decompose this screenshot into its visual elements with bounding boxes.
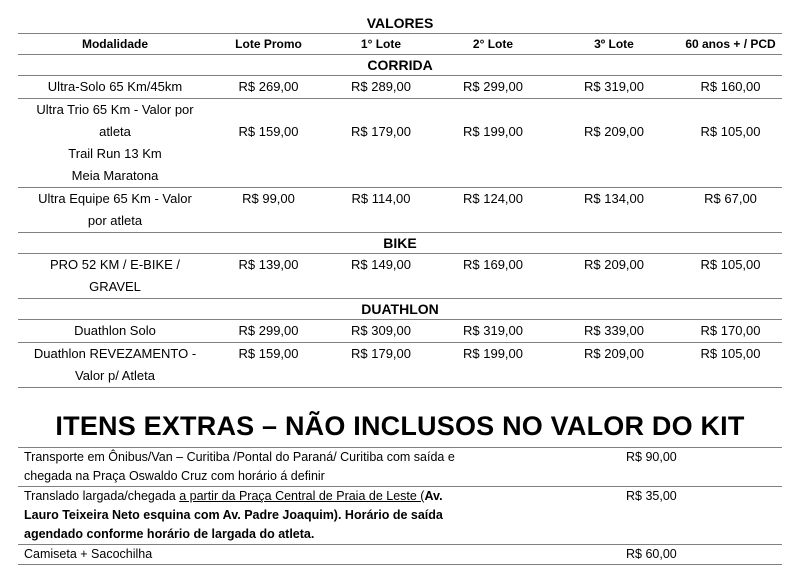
extras-description — [18, 448, 558, 487]
modalidade-line: Duathlon Solo — [74, 323, 156, 338]
extras-row — [18, 487, 782, 545]
price-cell: R$ 134,00 — [549, 188, 679, 233]
price-cell: R$ 105,00 — [679, 99, 782, 188]
extras-description — [18, 545, 558, 565]
extras-bold-line: agendado conforme horário de largada do atleta. — [24, 527, 315, 541]
price-cell: R$ 309,00 — [325, 320, 437, 343]
table-title-row — [18, 13, 782, 34]
price-cell: R$ 319,00 — [437, 320, 549, 343]
modalidade-line: Ultra Trio 65 Km - Valor por — [36, 102, 194, 117]
header-2-lote: 2° Lote — [437, 34, 549, 55]
modalidade-cell — [18, 99, 212, 188]
extras-table — [18, 447, 782, 565]
table-row — [18, 188, 782, 233]
extras-description — [18, 487, 558, 545]
price-table — [18, 13, 782, 388]
price-cell: R$ 105,00 — [679, 254, 782, 299]
modalidade-line: Meia Maratona — [71, 168, 159, 183]
price-cell: R$ 160,00 — [679, 76, 782, 99]
price-cell: R$ 179,00 — [325, 343, 437, 388]
price-cell: R$ 209,00 — [549, 254, 679, 299]
extras-line: chegada na Praça Oswaldo Cruz com horário á definir — [24, 469, 325, 483]
header-row — [18, 34, 782, 55]
modalidade-cell — [18, 320, 212, 343]
price-cell: R$ 299,00 — [212, 320, 325, 343]
extras-bold-line: Lauro Teixeira Neto esquina com Av. Padre Joaquim). Horário de saída — [24, 508, 443, 522]
price-cell: R$ 209,00 — [549, 343, 679, 388]
extras-underlined-text: a partir da Praça Central de Praia de Leste ( — [179, 489, 425, 503]
price-cell: R$ 170,00 — [679, 320, 782, 343]
price-cell: R$ 149,00 — [325, 254, 437, 299]
price-cell: R$ 209,00 — [549, 99, 679, 188]
header-3-lote: 3º Lote — [549, 34, 679, 55]
section-corrida — [18, 55, 782, 76]
price-cell: R$ 159,00 — [212, 99, 325, 188]
extras-row — [18, 448, 782, 487]
price-cell: R$ 105,00 — [679, 343, 782, 388]
modalidade-line: Valor p/ Atleta — [75, 368, 155, 383]
price-cell: R$ 179,00 — [325, 99, 437, 188]
table-row — [18, 99, 782, 188]
price-cell: R$ 124,00 — [437, 188, 549, 233]
price-cell: R$ 199,00 — [437, 99, 549, 188]
price-cell: R$ 319,00 — [549, 76, 679, 99]
modalidade-line: PRO 52 KM / E-BIKE / — [49, 257, 181, 272]
price-cell: R$ 159,00 — [212, 343, 325, 388]
table-row — [18, 320, 782, 343]
table-row — [18, 254, 782, 299]
extras-price: R$ 90,00 — [558, 448, 782, 487]
price-cell: R$ 339,00 — [549, 320, 679, 343]
modalidade-line: por atleta — [87, 213, 143, 228]
price-cell: R$ 114,00 — [325, 188, 437, 233]
price-cell: R$ 199,00 — [437, 343, 549, 388]
modalidade-line: Ultra Equipe 65 Km - Valor — [38, 191, 192, 206]
extras-line: Transporte em Ônibus/Van – Curitiba /Pontal do Paraná/ Curitiba com saída e — [24, 450, 455, 464]
section-bike — [18, 233, 782, 254]
section-title: BIKE — [18, 233, 782, 254]
section-duathlon — [18, 299, 782, 320]
price-cell: R$ 169,00 — [437, 254, 549, 299]
extras-title: ITENS EXTRAS – NÃO INCLUSOS NO VALOR DO KIT — [55, 411, 745, 441]
modalidade-cell — [18, 343, 212, 388]
price-cell: R$ 289,00 — [325, 76, 437, 99]
price-cell: R$ 67,00 — [679, 188, 782, 233]
price-cell: R$ 139,00 — [212, 254, 325, 299]
modalidade-line: Duathlon REVEZAMENTO - — [33, 346, 197, 361]
section-title: DUATHLON — [18, 299, 782, 320]
extras-text: Translado largada/chegada — [24, 489, 180, 503]
extras-row — [18, 545, 782, 565]
extras-price: R$ 35,00 — [558, 487, 782, 545]
price-cell: R$ 99,00 — [212, 188, 325, 233]
price-cell: R$ 269,00 — [212, 76, 325, 99]
table-row — [18, 76, 782, 99]
modalidade-line: Ultra-Solo 65 Km/45km — [47, 79, 183, 94]
modalidade-line: GRAVEL — [89, 279, 141, 294]
modalidade-cell — [18, 76, 212, 99]
table-row — [18, 343, 782, 388]
header-60-anos-pcd: 60 anos + / PCD — [679, 34, 782, 55]
extras-line: Camiseta + Sacochilha — [24, 547, 153, 561]
modalidade-cell — [18, 254, 212, 299]
header-lote-promo: Lote Promo — [212, 34, 325, 55]
table-title: VALORES — [366, 15, 434, 31]
modalidade-cell — [18, 188, 212, 233]
extras-price: R$ 60,00 — [558, 545, 782, 565]
extras-line — [24, 487, 552, 506]
extras-bold-text: Av. — [424, 489, 443, 503]
header-1-lote: 1° Lote — [325, 34, 437, 55]
section-title: CORRIDA — [18, 55, 782, 76]
header-modalidade: Modalidade — [18, 34, 212, 55]
modalidade-line: Trail Run 13 Km — [68, 146, 162, 161]
modalidade-line: atleta — [99, 124, 131, 139]
price-cell: R$ 299,00 — [437, 76, 549, 99]
